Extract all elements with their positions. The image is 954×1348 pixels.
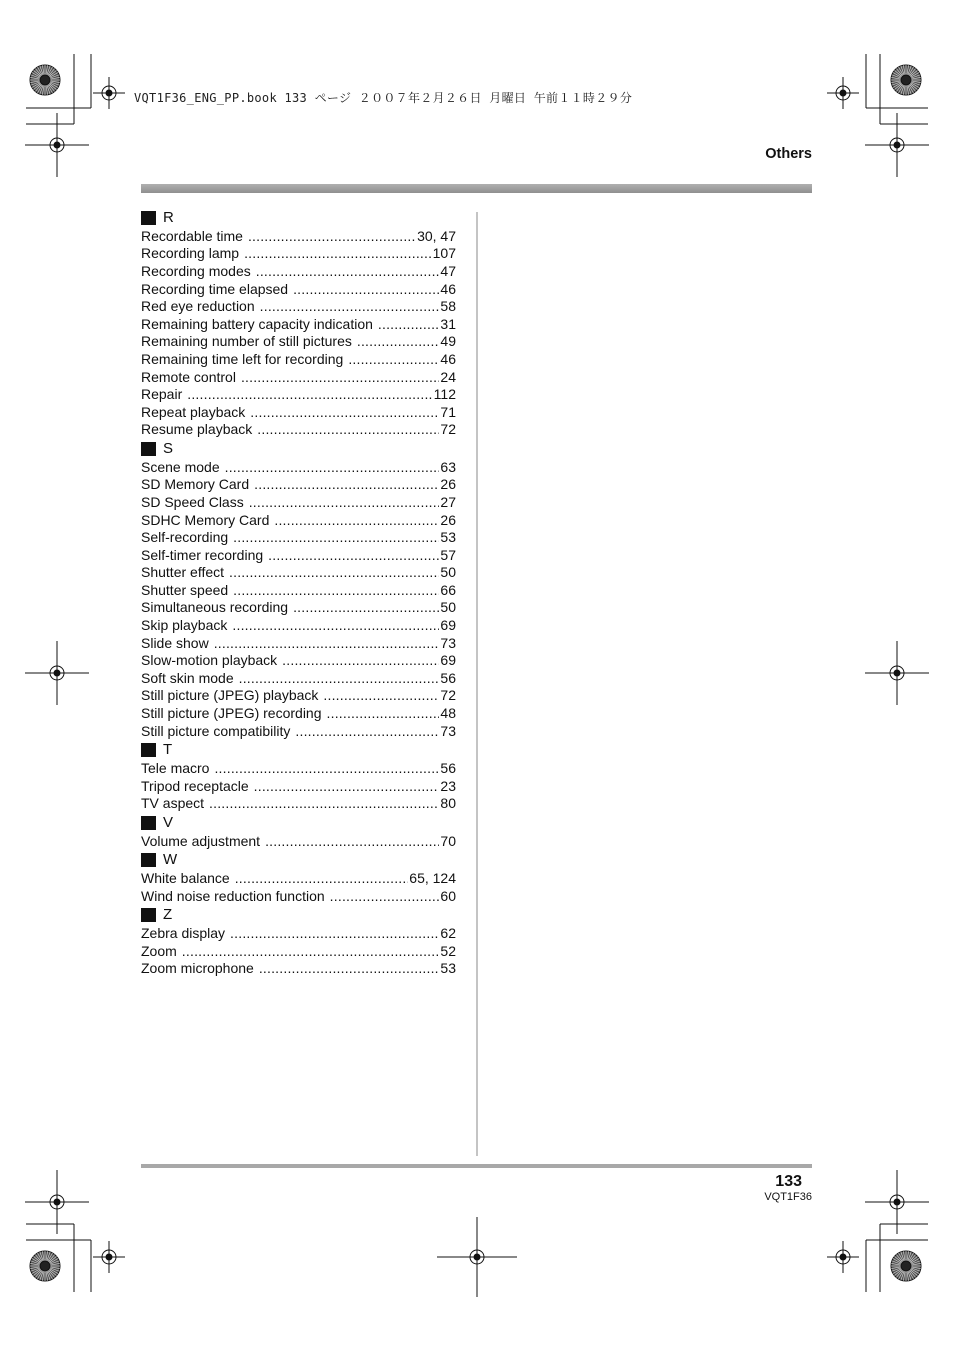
index-page-ref: 70 (440, 832, 456, 849)
dot-leader (268, 547, 439, 565)
index-page-ref: 52 (440, 942, 456, 959)
index-entry (141, 369, 456, 387)
index-term: SDHC Memory Card (141, 511, 270, 528)
index-term: SD Memory Card (141, 476, 250, 493)
index-term: Resume playback (141, 421, 253, 438)
index-page-ref: 80 (440, 795, 456, 812)
index-entry (141, 476, 456, 494)
section-square-bullet (141, 908, 156, 922)
index-page-ref: 48 (440, 705, 456, 722)
section-square-bullet (141, 442, 156, 456)
dot-leader (265, 833, 439, 851)
dot-leader (230, 925, 439, 943)
index-page-ref: 69 (440, 652, 456, 669)
index-page-ref: 50 (440, 599, 456, 616)
index-term: Remaining number of still pictures (141, 333, 352, 350)
index-page-ref: 69 (440, 617, 456, 634)
index-term: Zebra display (141, 924, 226, 941)
index-entry (141, 298, 456, 316)
index-section-heading (141, 850, 456, 870)
index-page-ref: 60 (440, 887, 456, 904)
index-term: Red eye reduction (141, 298, 255, 315)
index-term: Tele macro (141, 760, 210, 777)
registration-dot (474, 1254, 480, 1260)
registration-dot (894, 142, 900, 148)
index-entry (141, 512, 456, 530)
dot-leader (293, 599, 439, 617)
index-entry (141, 494, 456, 512)
index-page-ref: 49 (440, 333, 456, 350)
index-term: Skip playback (141, 617, 228, 634)
dot-leader (348, 351, 439, 369)
index-section-heading (141, 439, 456, 459)
dot-leader (378, 316, 440, 334)
dot-leader (256, 263, 440, 281)
registration-dot (54, 142, 60, 148)
dot-leader (214, 760, 439, 778)
section-square-bullet (141, 816, 156, 830)
dot-leader (274, 512, 439, 530)
index-term: Recordable time (141, 227, 243, 244)
index-entry (141, 316, 456, 334)
index-term: Shutter effect (141, 564, 225, 581)
dot-leader (214, 635, 440, 653)
index-term: SD Speed Class (141, 493, 244, 510)
dot-leader (209, 795, 439, 813)
section-square-bullet (141, 853, 156, 867)
index-entry (141, 617, 456, 635)
index-term: Slide show (141, 634, 209, 651)
index-page-ref: 53 (440, 529, 456, 546)
index-page-ref: 57 (440, 546, 456, 563)
index-entry (141, 228, 456, 246)
section-letter: R (163, 209, 174, 226)
index-page-ref: 73 (440, 634, 456, 651)
index-page-ref: 62 (440, 924, 456, 941)
index-section-heading (141, 905, 456, 925)
index-entry (141, 582, 456, 600)
index-entry (141, 333, 456, 351)
registration-dot (840, 1254, 846, 1260)
index-term: Remaining battery capacity indication (141, 315, 373, 332)
index-page-ref: 46 (440, 280, 456, 297)
index-list (141, 208, 456, 978)
index-entry (141, 421, 456, 439)
index-entry (141, 670, 456, 688)
dot-leader (244, 245, 432, 263)
index-term: Repeat playback (141, 403, 246, 420)
index-entry (141, 888, 456, 906)
index-term: Self-timer recording (141, 546, 264, 563)
index-page-ref: 107 (432, 245, 456, 262)
index-section-heading (141, 813, 456, 833)
index-section-heading (141, 740, 456, 760)
index-term: Still picture compatibility (141, 722, 291, 739)
index-term: Slow-motion playback (141, 652, 278, 669)
dot-leader (248, 228, 416, 246)
dot-leader (327, 705, 440, 723)
index-page-ref: 46 (440, 350, 456, 367)
dot-leader (259, 960, 440, 978)
index-entry (141, 564, 456, 582)
registration-dot (106, 1254, 112, 1260)
dot-leader (257, 421, 439, 439)
index-term: Self-recording (141, 529, 229, 546)
index-term: Remote control (141, 368, 236, 385)
index-page-ref: 66 (440, 581, 456, 598)
dot-leader (282, 652, 439, 670)
index-entry (141, 778, 456, 796)
column-divider (476, 212, 478, 1156)
index-entry (141, 870, 456, 888)
index-page-ref: 26 (440, 476, 456, 493)
page-number: 133 (775, 1173, 802, 1190)
index-term: Repair (141, 386, 183, 403)
dot-leader (323, 687, 439, 705)
dot-leader (182, 943, 440, 961)
index-term: Still picture (JPEG) recording (141, 705, 322, 722)
index-entry (141, 599, 456, 617)
index-page-ref: 56 (440, 760, 456, 777)
index-term: Wind noise reduction function (141, 887, 325, 904)
section-letter: V (163, 813, 174, 831)
index-term: Still picture (JPEG) playback (141, 687, 319, 704)
index-entry (141, 281, 456, 299)
index-entry (141, 943, 456, 961)
section-square-bullet (141, 211, 156, 225)
registration-dot (840, 90, 846, 96)
index-term: Tripod receptacle (141, 777, 249, 794)
dot-leader (233, 582, 439, 600)
footer-bar (141, 1164, 812, 1168)
dot-leader (232, 617, 439, 635)
index-page-ref: 63 (440, 458, 456, 475)
index-page-ref: 53 (440, 960, 456, 977)
index-term: Shutter speed (141, 581, 229, 598)
dot-leader (260, 298, 440, 316)
section-letter: Z (163, 906, 173, 924)
model-code: VQT1F36 (764, 1191, 812, 1203)
section-letter: W (163, 851, 178, 869)
index-term: White balance (141, 869, 230, 886)
index-entry (141, 705, 456, 723)
index-entry (141, 386, 456, 404)
section-square-bullet (141, 743, 156, 757)
index-entry (141, 529, 456, 547)
index-entry (141, 404, 456, 422)
dot-leader (235, 870, 409, 888)
dot-leader (254, 476, 439, 494)
dot-leader (233, 529, 439, 547)
index-page-ref: 31 (440, 315, 456, 332)
index-entry (141, 760, 456, 778)
dot-leader (187, 386, 432, 404)
index-section-heading (141, 208, 456, 228)
index-entry (141, 925, 456, 943)
index-entry (141, 459, 456, 477)
dot-leader (250, 404, 439, 422)
dot-leader (293, 281, 439, 299)
print-info: VQT1F36_ENG_PP.book 133 ページ ２００７年２月２６日 月曜日 午前１１時２９分 (134, 91, 633, 105)
index-term: TV aspect (141, 795, 205, 812)
dot-leader (254, 778, 440, 796)
index-page-ref: 71 (440, 403, 456, 420)
index-page-ref: 26 (440, 511, 456, 528)
index-page-ref: 65, 124 (409, 869, 456, 886)
registration-dot (54, 670, 60, 676)
index-page-ref: 50 (440, 564, 456, 581)
index-term: Simultaneous recording (141, 599, 289, 616)
dot-leader (330, 888, 440, 906)
index-entry (141, 263, 456, 281)
index-page-ref: 23 (440, 777, 456, 794)
index-page-ref: 24 (440, 368, 456, 385)
index-page-ref: 30, 47 (417, 227, 456, 244)
index-term: Volume adjustment (141, 832, 261, 849)
index-page-ref: 73 (440, 722, 456, 739)
registration-dot (54, 1199, 60, 1205)
index-term: Remaining time left for recording (141, 350, 344, 367)
dot-leader (229, 564, 439, 582)
index-entry (141, 833, 456, 851)
section-letter: T (163, 741, 173, 759)
dot-leader (357, 333, 440, 351)
index-term: Recording time elapsed (141, 280, 289, 297)
index-term: Soft skin mode (141, 669, 234, 686)
dot-leader (239, 670, 440, 688)
index-page-ref: 72 (440, 687, 456, 704)
index-entry (141, 245, 456, 263)
index-term: Recording modes (141, 262, 251, 279)
dot-leader (295, 723, 439, 741)
index-term: Zoom (141, 942, 177, 959)
dot-leader (241, 369, 439, 387)
index-term: Scene mode (141, 458, 220, 475)
index-page-ref: 47 (440, 262, 456, 279)
index-page-ref: 72 (440, 421, 456, 438)
index-page-ref: 58 (440, 298, 456, 315)
section-label: Others (765, 146, 812, 162)
registration-dot (894, 1199, 900, 1205)
dot-leader (225, 459, 440, 477)
index-entry (141, 652, 456, 670)
registration-dot (894, 670, 900, 676)
index-page-ref: 112 (433, 386, 456, 403)
index-entry (141, 795, 456, 813)
index-page-ref: 27 (440, 493, 456, 510)
index-entry (141, 687, 456, 705)
dot-leader (249, 494, 440, 512)
index-entry (141, 547, 456, 565)
index-entry (141, 723, 456, 741)
index-term: Recording lamp (141, 245, 240, 262)
header-bar (141, 184, 812, 193)
index-page-ref: 56 (440, 669, 456, 686)
index-entry (141, 351, 456, 369)
index-entry (141, 635, 456, 653)
index-entry (141, 960, 456, 978)
registration-dot (106, 90, 112, 96)
section-letter: S (163, 439, 174, 457)
index-term: Zoom microphone (141, 960, 254, 977)
